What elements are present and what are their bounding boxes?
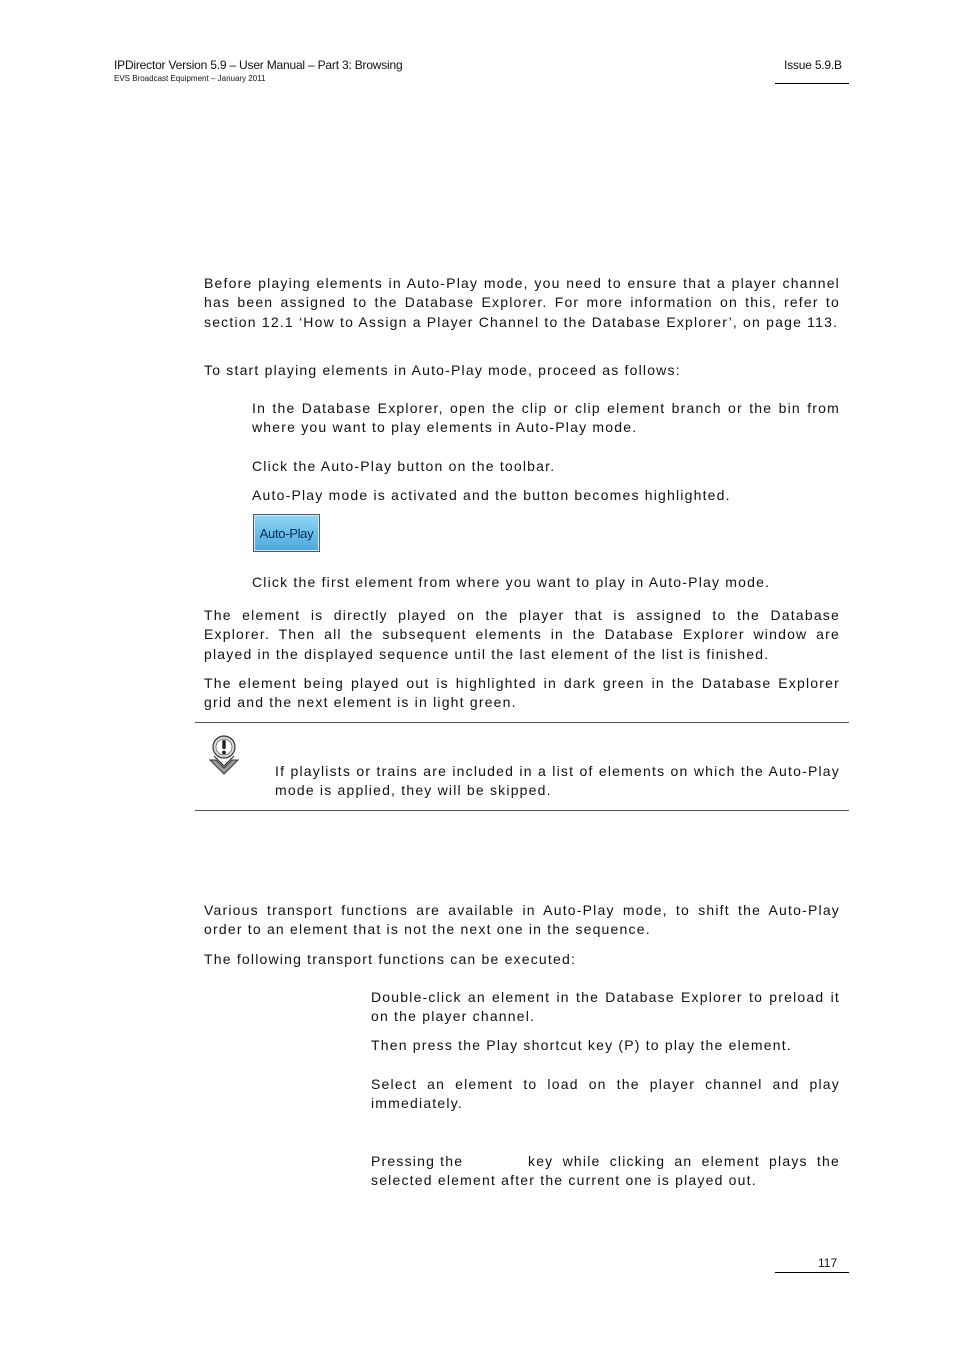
- header-rule: [775, 83, 849, 84]
- transport-function-3-end: key while clicking an element plays the selected element after the current one is played out.: [371, 1153, 840, 1189]
- intro-lead: To start playing elements in Auto-Play mode, proceed as follows:: [204, 362, 681, 378]
- header-title: IPDirector Version 5.9 – User Manual – Part 3: Browsing: [114, 58, 403, 72]
- transport-function-1a: Double-click an element in the Database Explorer to preload it on the player channel.: [371, 989, 840, 1025]
- transport-intro: Various transport functions are available in Auto-Play mode, to shift the Auto-Play order to an element that is not the next one in the sequence.: [204, 902, 840, 938]
- page-number: 117: [818, 1256, 838, 1270]
- intro-paragraph: Before playing elements in Auto-Play mode, you need to ensure that a player channel has been assigned to the Database Explorer. For more information on this, refer to section 12.1 ‘How to Assign a Player Channel to the Database Explorer’, on page 113.: [204, 275, 840, 330]
- result-paragraph-1: The element is directly played on the player that is assigned to the Database Explorer. Then all the subsequent elements in the Database Explorer window are played in the displayed sequence until the last element of the list is finished.: [204, 607, 840, 662]
- step-2-text: Click the Auto-Play button on the toolbar.: [252, 458, 556, 474]
- note-text: If playlists or trains are included in a list of elements on which the Auto-Play mode is applied, they will be skipped.: [275, 763, 840, 799]
- transport-function-1b: Then press the Play shortcut key (P) to play the element.: [371, 1037, 792, 1053]
- result-paragraph-2: The element being played out is highlighted in dark green in the Database Explorer grid and the next element is in light green.: [204, 675, 840, 711]
- transport-lead: The following transport functions can be executed:: [204, 951, 577, 967]
- step-2-result: Auto-Play mode is activated and the button becomes highlighted.: [252, 487, 731, 503]
- note-bottom-rule: [195, 810, 849, 811]
- note-top-rule: [195, 722, 849, 723]
- note-icon: [206, 734, 242, 776]
- transport-function-3-start: Pressing the: [371, 1153, 464, 1169]
- auto-play-button[interactable]: Auto-Play: [253, 514, 320, 552]
- footer-rule: [775, 1272, 849, 1273]
- header-subtitle: EVS Broadcast Equipment – January 2011: [114, 74, 266, 83]
- step-3-text: Click the first element from where you want to play in Auto-Play mode.: [252, 574, 771, 590]
- header-issue: Issue 5.9.B: [784, 58, 842, 72]
- step-1-text: In the Database Explorer, open the clip or clip element branch or the bin from where you want to play elements in Auto-Play mode.: [252, 400, 840, 436]
- transport-function-2: Select an element to load on the player channel and play immediately.: [371, 1076, 840, 1112]
